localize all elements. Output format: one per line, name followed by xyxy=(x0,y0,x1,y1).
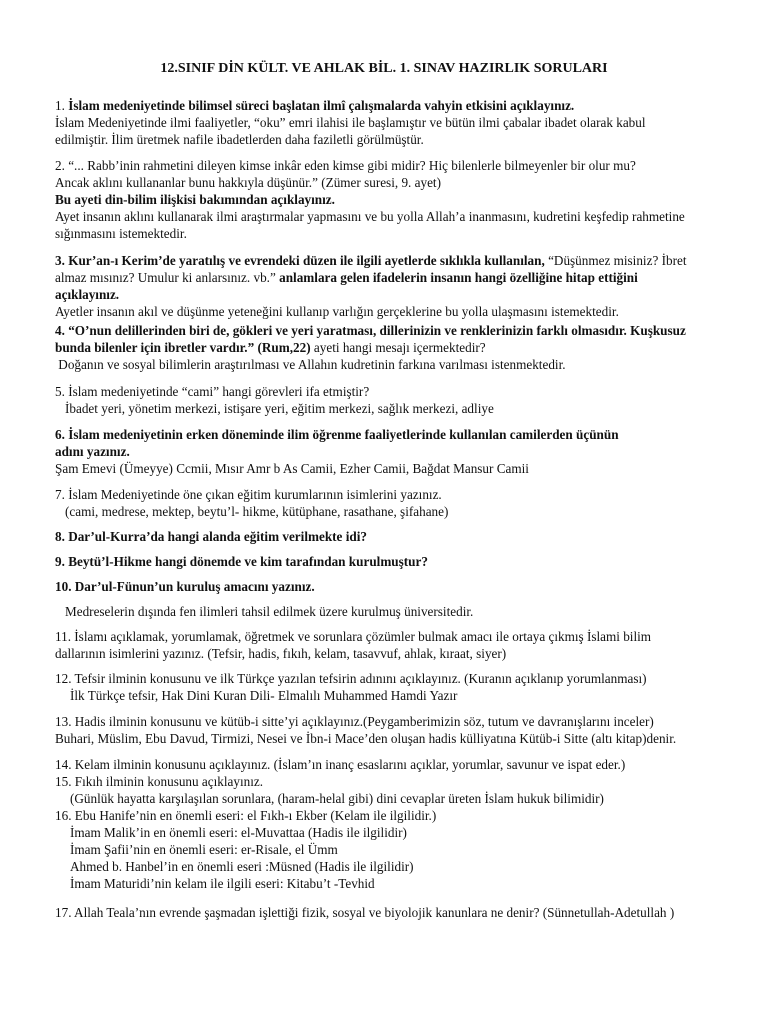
answer-line: (cami, medrese, mektep, beytu’l- hikme, kütüphane, rasathane, şifahane) xyxy=(65,504,449,519)
question-9 xyxy=(55,553,745,570)
question-16-line: İmam Şafii’nin en önemli eseri: er-Risale, el Ümm xyxy=(70,842,338,857)
question-11 xyxy=(55,628,745,662)
question-3 xyxy=(55,252,745,320)
question-text: bunda bilenler için ibretler vardır.” (Rum,22) xyxy=(55,340,311,355)
question-13 xyxy=(55,713,745,747)
question-4 xyxy=(55,322,745,373)
question-16-line: İmam Maturidi’nin kelam ile ilgili eseri: Kitabu’t -Tevhid xyxy=(70,876,375,891)
answer-line: Doğanın ve sosyal bilimlerin araştırılması ve Allahın kudretinin farkına varılması istenmektedir. xyxy=(55,357,566,372)
question-text: 5. İslam medeniyetinde “cami” hangi görevleri ifa etmiştir? xyxy=(55,384,370,399)
question-15-text: 15. Fıkıh ilminin konusunu açıklayınız. xyxy=(55,774,264,789)
answer-line: Buhari, Müslim, Ebu Davud, Tirmizi, Nesei ve İbn-i Mace’den oluşan hadis külliyatına Kütüb-i Sitte (altı kitap)denir. xyxy=(55,731,677,746)
question-text: anlamlara gelen ifadelerin insanın hangi özelliğine hitap ettiğini xyxy=(275,270,638,285)
question-text: 7. İslam Medeniyetinde öne çıkan eğitim kurumlarının isimlerini yazınız. xyxy=(55,487,442,502)
question-quote: almaz mısınız? Umulur ki anlarsınız. vb.” xyxy=(55,270,276,285)
answer-line: sığınmasını istemektedir. xyxy=(55,226,187,241)
question-text: Bu ayeti din-bilim ilişkisi bakımından açıklayınız. xyxy=(55,192,335,207)
question-8 xyxy=(55,528,745,545)
question-text: 13. Hadis ilminin konusunu ve kütüb-i sitte’yi açıklayınız.(Peygamberimizin söz, tutum ve davranışlarını inceler) xyxy=(55,714,654,729)
question-text: 6. İslam medeniyetinin erken döneminde ilim öğrenme faaliyetlerinde kullanılan camilerden üçünün xyxy=(55,427,619,442)
answer-line: İslam Medeniyetinde ilmi faaliyetler, “oku” emri ilahisi ile başlamıştır ve bütün ilmi çabalar ibadet olarak kabul xyxy=(55,115,646,130)
question-1 xyxy=(55,97,745,148)
question-text: 10. Dar’ul-Fünun’un kuruluş amacını yazınız. xyxy=(55,579,315,594)
question-text: 11. İslamı açıklamak, yorumlamak, öğretmek ve sorunlara çözümler bulmak amacı ile ortaya çıkmış İslami bilim xyxy=(55,629,652,644)
question-text: 17. Allah Teala’nın evrende şaşmadan işlettiği fizik, sosyal ve biyolojik kanunlara ne denir? (Sünnetullah-Adetullah ) xyxy=(55,905,675,920)
question-15-answer: (Günlük hayatta karşılaşılan sorunlara, (haram-helal gibi) dini cevaplar üreten İslam hukuk bilimidir) xyxy=(70,791,604,806)
question-text: İslam medeniyetinde bilimsel süreci başlatan ilmî çalışmalarda vahyin etkisini açıklayınız. xyxy=(68,98,575,113)
question-17 xyxy=(55,904,745,921)
question-16-text: 16. Ebu Hanife’nin en önemli eseri: el Fıkh-ı Ekber (Kelam ile ilgilidir.) xyxy=(55,808,437,823)
question-text: 4. “O’nun delillerinden biri de, gökleri ve yeri yaratması, dillerinizin ve renklerinizin farklı olmasıdır. Kuşkusuz xyxy=(55,323,686,338)
question-text: 12. Tefsir ilminin konusunu ve ilk Türkçe yazılan tefsirin adınını açıklayınız. (Kuranın açıklanıp yorumlanması) xyxy=(55,671,647,686)
question-text: 3. Kur’an-ı Kerim’de yaratılış ve evrendeki düzen ile ilgili ayetlerde sıklıkla kullanılan, xyxy=(55,253,545,268)
question-quote: “Düşünmez misiniz? İbret xyxy=(544,253,687,268)
question-text: 9. Beytü’l-Hikme hangi dönemde ve kim tarafından kurulmuştur? xyxy=(55,554,428,569)
question-10 xyxy=(55,578,745,595)
answer-line: İbadet yeri, yönetim merkezi, istişare yeri, eğitim merkezi, sağlık merkezi, adliye xyxy=(65,401,494,416)
question-text: 8. Dar’ul-Kurra’da hangi alanda eğitim verilmekte idi? xyxy=(55,529,367,544)
answer-line: İlk Türkçe tefsir, Hak Dini Kuran Dili- Elmalılı Muhammed Hamdi Yazır xyxy=(70,688,458,703)
answer-line: Ayet insanın aklını kullanarak ilmi araştırmalar yapmasını ve bu yolla Allah’a inanmasını, kudretini keşfedip rahmetine xyxy=(55,209,685,224)
question-16-line: Ahmed b. Hanbel’in en önemli eseri :Müsned (Hadis ile ilgilidir) xyxy=(70,859,414,874)
question-text-normal: ayeti hangi mesajı içermektedir? xyxy=(310,340,486,355)
question-16-line: İmam Malik’in en önemli eseri: el-Muvattaa (Hadis ile ilgilidir) xyxy=(70,825,407,840)
answer-line: edilmiştir. İlim üretmek nafile ibadetlerden daha faziletli görülmüştür. xyxy=(55,132,424,147)
question-5 xyxy=(55,383,745,417)
question-text: dallarının isimlerini yazınız. (Tefsir, hadis, fıkıh, kelam, tasavvuf, ahlak, kıraat, siyer) xyxy=(55,646,507,661)
question-text: adını yazınız. xyxy=(55,444,130,459)
answer-line: Medreselerin dışında fen ilimleri tahsil edilmek üzere kurulmuş üniversitedir. xyxy=(65,604,474,619)
question-2 xyxy=(55,157,745,242)
question-14-text: 14. Kelam ilminin konusunu açıklayınız. (İslam’ın inanç esaslarını açıklar, yorumlar, savunur ve ispat eder.) xyxy=(55,757,626,772)
question-12 xyxy=(55,670,745,704)
answer-line: Şam Emevi (Ümeyye) Ccmii, Mısır Amr b As Camii, Ezher Camii, Bağdat Mansur Camii xyxy=(55,461,529,476)
answer-line: Ayetler insanın akıl ve düşünme yeteneğini kullanıp varlığın gerçeklerine bu yolla ulaşmasını istemektedir. xyxy=(55,304,619,319)
question-quote-line: Ancak aklını kullananlar bunu hakkıyla düşünür.” (Zümer suresi, 9. ayet) xyxy=(55,175,441,190)
questions-14-16 xyxy=(55,756,745,892)
page-title: 12.SINIF DİN KÜLT. VE AHLAK BİL. 1. SINAV HAZIRLIK SORULARI xyxy=(160,61,608,76)
question-7 xyxy=(55,486,745,520)
question-6 xyxy=(55,426,745,477)
question-10-answer xyxy=(55,603,745,620)
question-number: 1. xyxy=(55,98,69,113)
question-text: açıklayınız. xyxy=(55,287,120,302)
question-quote-line: 2. “... Rabb’inin rahmetini dileyen kimse inkâr eden kimse gibi midir? Hiç bilenlerle bilmeyenler bir olur mu? xyxy=(55,158,636,173)
